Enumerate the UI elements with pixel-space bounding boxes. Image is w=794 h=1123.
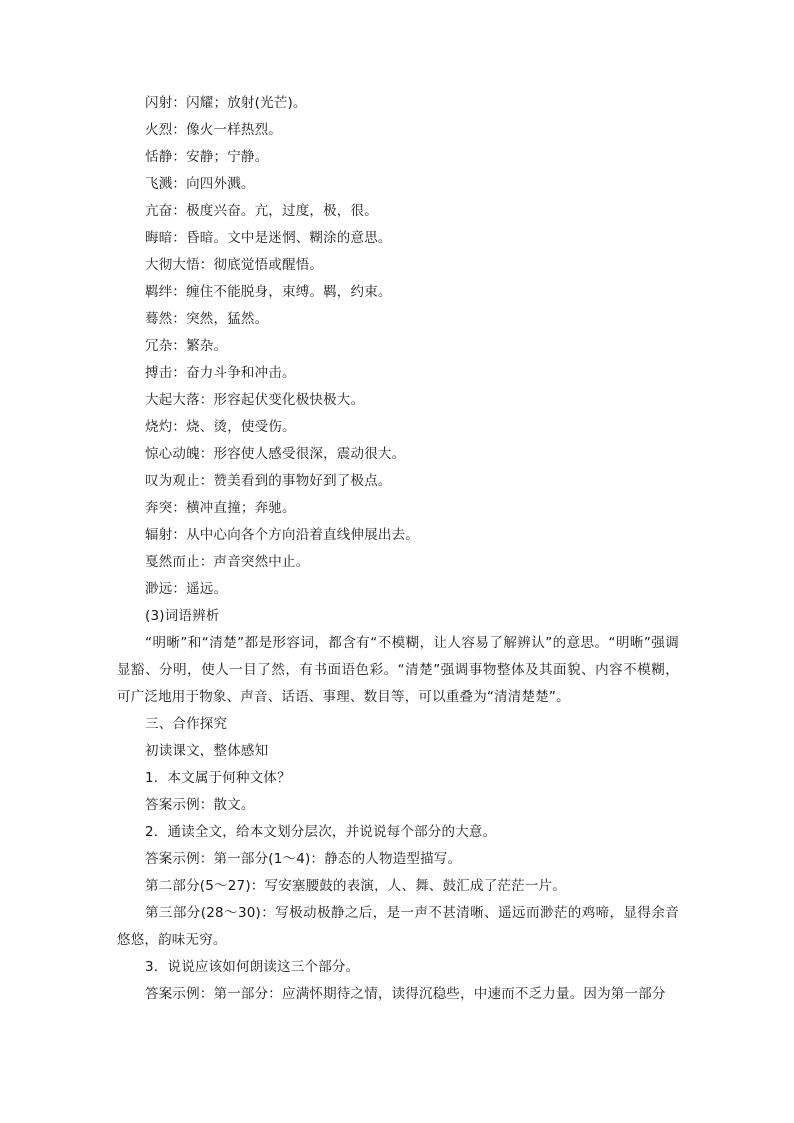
question-3: 3．说说应该如何朗读这三个部分。 bbox=[145, 959, 360, 975]
vocab-entry: 奔突：横冲直撞；奔驰。 bbox=[145, 500, 296, 516]
vocab-entry: 冗杂：繁杂。 bbox=[145, 338, 228, 354]
vocab-entry: 大彻大悟：彻底觉悟或醒悟。 bbox=[145, 257, 324, 273]
vocab-entry: 戛然而止：声音突然中止。 bbox=[145, 554, 310, 570]
document-page bbox=[117, 90, 679, 1008]
vocab-entry: 飞溅：向四外溅。 bbox=[145, 176, 255, 192]
vocab-entry: 蓦然：突然，猛然。 bbox=[145, 311, 269, 327]
question-2: 2．通读全文，给本文划分层次，并说说每个部分的大意。 bbox=[145, 824, 497, 840]
vocab-entry: 大起大落：形容起伏变化极快极大。 bbox=[145, 392, 365, 408]
answer-2-part-1: 答案示例：第一部分(1～4)：静态的人物造型描写。 bbox=[145, 851, 462, 867]
subsection-heading-first-read: 初读课文，整体感知 bbox=[145, 743, 269, 759]
vocab-entry: 晦暗：昏暗。文中是迷惘、糊涂的意思。 bbox=[145, 230, 392, 246]
section-heading-word-analysis: (3)词语辨析 bbox=[145, 608, 220, 624]
vocab-entry: 火烈：像火一样热烈。 bbox=[145, 122, 282, 138]
vocab-entry: 辐射：从中心向各个方向沿着直线伸展出去。 bbox=[145, 527, 419, 543]
vocab-entry: 烧灼：烧、烫，使受伤。 bbox=[145, 419, 296, 435]
vocab-entry: 恬静：安静；宁静。 bbox=[145, 149, 269, 165]
section-heading-cooperative-inquiry: 三、合作探究 bbox=[145, 716, 228, 732]
vocab-entry: 羁绊：缠住不能脱身，束缚。羁，约束。 bbox=[145, 284, 392, 300]
vocab-entry: 闪射：闪耀；放射(光芒)。 bbox=[145, 95, 307, 111]
answer-1: 答案示例：散文。 bbox=[145, 797, 255, 813]
vocab-entry: 惊心动魄：形容使人感受很深，震动很大。 bbox=[145, 446, 406, 462]
vocab-entry: 渺远：遥远。 bbox=[145, 581, 228, 597]
vocab-entry: 搏击：奋力斗争和冲击。 bbox=[145, 365, 296, 381]
vocab-entry: 亢奋：极度兴奋。亢，过度，极，很。 bbox=[145, 203, 378, 219]
answer-3: 答案示例：第一部分：应满怀期待之情，读得沉稳些，中速而不乏力量。因为第一部分 bbox=[145, 986, 666, 1002]
answer-2-part-2: 第二部分(5～27)：写安塞腰鼓的表演，人、舞、鼓汇成了茫茫一片。 bbox=[145, 878, 566, 894]
question-1: 1．本文属于何种文体？ bbox=[145, 770, 291, 786]
answer-2-part-3: 第三部分(28～30)：写极动极静之后，是一声不甚清晰、遥远而渺茫的鸡啼，显得余音悠悠，韵味无穷。 bbox=[117, 905, 679, 948]
word-analysis-paragraph: “明晰”和“清楚”都是形容词，都含有“不模糊，让人容易了解辨认”的意思。“明晰”强调显豁、分明，使人一目了然，有书面语色彩。“清楚”强调事物整体及其面貌、内容不模糊，可广泛地用于物象、声音、话语、事理、数目等，可以重叠为“清清楚楚”。 bbox=[117, 635, 679, 705]
vocab-entry: 叹为观止：赞美看到的事物好到了极点。 bbox=[145, 473, 392, 489]
